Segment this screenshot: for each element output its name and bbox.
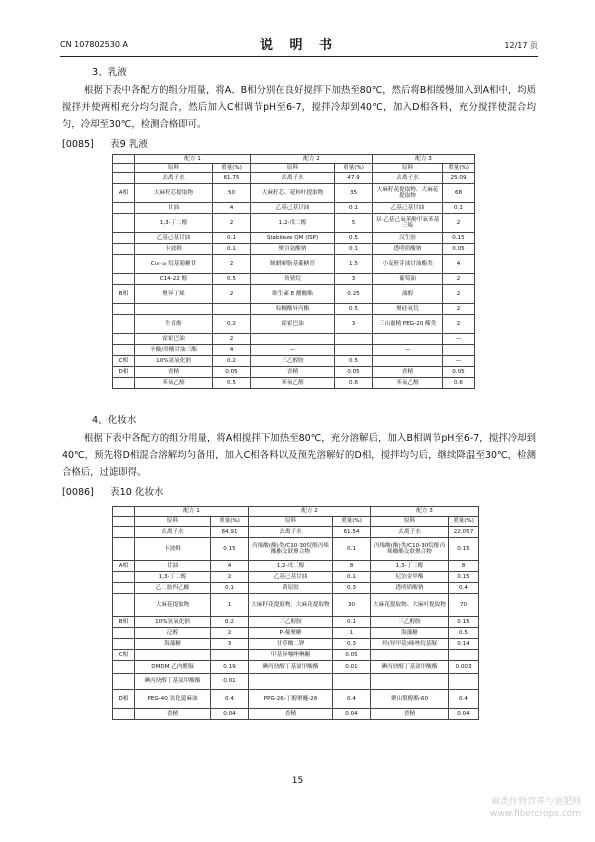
ingredient-cell: 角鲨烷 <box>251 274 335 285</box>
ingredient-cell: 大麻籽花提取物、大麻花提取物 <box>249 594 333 617</box>
weight-cell: 0.3 <box>333 639 371 650</box>
ingredient-cell <box>135 650 211 661</box>
ingredient-cell: 双-乙基己氧苯酚甲氧苯基三嗪 <box>373 214 443 233</box>
ingredient-cell: 香精 <box>135 709 211 720</box>
weight-cell: 5 <box>335 214 373 233</box>
table-row <box>113 173 475 184</box>
ingredient-cell: 透明质酸钠 <box>371 583 449 594</box>
page-number: 15 <box>291 776 304 786</box>
section-3-title: 3、乳液 <box>92 67 127 78</box>
table-title: 表10 化妆水 <box>110 487 164 498</box>
table-row <box>113 274 475 285</box>
phase-label <box>113 304 135 315</box>
ingredient-cell: 香精 <box>371 709 449 720</box>
weight-cell: 47.9 <box>335 173 373 184</box>
weight-cell: 0.2 <box>213 315 251 334</box>
ingredient-cell: 海藻糖 <box>371 628 449 639</box>
ingredient-cell: 香精 <box>249 709 333 720</box>
table-head-row <box>113 155 475 164</box>
table-row <box>113 233 475 244</box>
ingredient-cell: 苯氧乙醇 <box>251 378 335 389</box>
ingredient-cell <box>371 674 449 690</box>
ingredient-cell: 去离子水 <box>373 173 443 184</box>
ingredient-cell: 1,2-戊二醇 <box>251 214 335 233</box>
table-row <box>113 527 479 538</box>
table-row <box>113 538 479 561</box>
ingredient-cell: 三乙醇胺 <box>371 617 449 628</box>
phase-label: C相 <box>113 356 135 367</box>
ingredient-cell: 大麻花提取物 <box>135 594 211 617</box>
weight-cell: 0.5 <box>335 356 373 367</box>
weight-cell: 0.14 <box>449 639 479 650</box>
table-row <box>113 561 479 572</box>
ingredient-cell: 大麻籽芯提取物 <box>135 184 213 203</box>
weight-cell: 3 <box>335 274 373 285</box>
weight-cell: 8 <box>449 561 479 572</box>
weight-cell: 61.75 <box>213 173 251 184</box>
weight-cell: 0.5 <box>213 378 251 389</box>
phase-label <box>113 244 135 255</box>
phase-label: C相 <box>113 650 135 661</box>
ingredient-cell: 乙基己基甘油 <box>249 572 333 583</box>
ingredient-cell: 卡波姆 <box>135 538 211 561</box>
weight-cell: 8 <box>333 561 371 572</box>
weight-cell: 0.05 <box>335 367 373 378</box>
phase-label <box>113 378 135 389</box>
ingredient-cell: 甲基异噻唑啉酮 <box>249 650 333 661</box>
table-9-emulsion <box>112 154 475 389</box>
ingredient-cell: 碘丙炔醇丁基氨甲酸酯 <box>371 661 449 674</box>
ingredient-cell: 碘丙炔醇丁基氨甲酸酯 <box>249 661 333 674</box>
ingredient-cell: 丙烯酸(酯)类/C10-30烷醇丙烯酸酯交联聚合物 <box>249 538 333 561</box>
ingredient-cell: C₁₆₋₁₈ 烷基葡糖苷 <box>135 255 213 274</box>
weight-cell <box>333 674 371 690</box>
phase-label <box>113 255 135 274</box>
phase-header-cell <box>113 517 135 527</box>
phase-label: B相 <box>113 617 135 628</box>
section-4-title: 4、化妆水 <box>92 415 137 426</box>
formula-header: 配方 1 <box>135 507 249 517</box>
weight-cell: 0.3 <box>333 583 371 594</box>
table-row <box>113 628 479 639</box>
ingredient-column-header: 原料 <box>135 517 211 527</box>
ingredient-cell: 黄原胶 <box>249 583 333 594</box>
table-row <box>113 315 475 334</box>
ingredient-cell <box>371 650 449 661</box>
weight-column-header: 重量(%) <box>449 517 479 527</box>
table-row <box>113 255 475 274</box>
phase-label <box>113 583 135 594</box>
ingredient-cell: 乙基己基甘油 <box>251 203 335 214</box>
ingredient-cell: 生育酚 <box>135 315 213 334</box>
phase-label <box>113 628 135 639</box>
table-row <box>113 378 475 389</box>
weight-cell <box>211 650 249 661</box>
table-row <box>113 639 479 650</box>
weight-column-header: 重量(%) <box>443 164 475 173</box>
section-3-body: 根据下表中各配方的组分用量，将A、B相分别在良好搅拌下加热至80℃，然后将B相缓慢加入到A相中，均质搅拌并使两相充分均匀混合，然后加入C相调节pH至6-7，搅拌冷却到40℃，加入D相各料，充分搅拌使混合均匀，冷却至30℃，检测合格即可。 <box>62 85 536 130</box>
ingredient-cell: 乙二胺四乙酸 <box>135 583 211 594</box>
page-indicator: 12/17 页 <box>504 41 538 50</box>
phase-label <box>113 173 135 184</box>
ingredient-cell: 卡波姆 <box>135 244 213 255</box>
ingredient-cell: 1,2-戊二醇 <box>249 561 333 572</box>
ingredient-cell: 维生素 E 醋酸酯 <box>251 285 335 304</box>
weight-cell: 0.003 <box>449 661 479 674</box>
ingredient-cell: 辛酸/癸酸甘油三酯 <box>135 345 213 356</box>
ingredient-column-header: 原料 <box>135 164 213 173</box>
ingredient-cell: 泛醇 <box>135 628 211 639</box>
table-row <box>113 650 479 661</box>
ingredient-cell: PPG-26-丁醇聚醚-26 <box>249 690 333 709</box>
ingredient-cell: 霍霍巴油 <box>251 315 335 334</box>
weight-cell: 0.2 <box>213 356 251 367</box>
weight-cell: 61.54 <box>333 527 371 538</box>
table-row <box>113 356 475 367</box>
phase-label <box>113 345 135 356</box>
weight-cell: 2 <box>213 334 251 345</box>
weight-cell: 0.6 <box>443 378 475 389</box>
weight-cell: 2 <box>213 285 251 304</box>
weight-cell: 3 <box>335 315 373 334</box>
weight-cell: 50 <box>213 184 251 203</box>
table-row <box>113 184 475 203</box>
weight-cell: 35 <box>335 184 373 203</box>
formula-header: 配方 2 <box>249 507 371 517</box>
ingredient-column-header: 原料 <box>371 517 449 527</box>
phase-label: D相 <box>113 367 135 378</box>
ingredient-cell <box>373 334 443 345</box>
ingredient-cell: — <box>373 345 443 356</box>
weight-cell: 0.2 <box>211 617 249 628</box>
ingredient-cell: DMDM 乙内酰脲 <box>135 661 211 674</box>
ingredient-cell: 碘丙炔醇丁基氨甲酸酯 <box>135 674 211 690</box>
ingredient-cell: 聚山梨醇酯-60 <box>371 690 449 709</box>
weight-cell: 68 <box>443 184 475 203</box>
weight-cell: 0.4 <box>449 690 479 709</box>
weight-cell: 4 <box>211 561 249 572</box>
ingredient-cell: 三乙醇胺 <box>249 617 333 628</box>
weight-cell: 2 <box>443 214 475 233</box>
ingredient-cell: 去离子水 <box>371 527 449 538</box>
table-row <box>113 583 479 594</box>
ingredient-cell: 小麦胚芽油甘油酯类 <box>373 255 443 274</box>
table-row <box>113 203 475 214</box>
ingredient-cell <box>249 674 333 690</box>
ingredient-cell: 1,3-丁二醇 <box>135 214 213 233</box>
weight-cell: 0.5 <box>449 628 479 639</box>
ingredient-cell: 三乙醇胺 <box>251 356 335 367</box>
ingredient-cell: 鲸蜡硬脂基葡糖苷 <box>251 255 335 274</box>
weight-cell: 0.4 <box>333 690 371 709</box>
table-9-caption <box>62 136 148 150</box>
weight-cell: 1.5 <box>335 255 373 274</box>
weight-cell <box>449 650 479 661</box>
table-row <box>113 572 479 583</box>
table-row <box>113 617 479 628</box>
table-row <box>113 334 475 345</box>
watermark-url: www.fibercrops.com <box>490 809 581 819</box>
ingredient-cell: 海藻糖 <box>135 639 211 650</box>
table-row <box>113 285 475 304</box>
paragraph-number: [0085] <box>62 139 94 150</box>
table-row <box>113 214 475 233</box>
weight-cell: 4 <box>213 345 251 356</box>
ingredient-cell <box>135 304 213 315</box>
paragraph-number: [0086] <box>62 487 94 498</box>
ingredient-cell: 羟(羟甲基)咪唑烷基脲 <box>371 639 449 650</box>
ingredient-cell: 乙基己基甘油 <box>373 203 443 214</box>
weight-cell: 0.1 <box>333 617 371 628</box>
table-10-caption <box>62 484 164 498</box>
weight-cell: 0.1 <box>333 538 371 561</box>
ingredient-cell: 去离子水 <box>251 173 335 184</box>
weight-cell <box>443 345 475 356</box>
ingredient-cell: 香精 <box>373 367 443 378</box>
weight-cell: 0.04 <box>333 709 371 720</box>
formula-header: 配方 3 <box>373 155 475 164</box>
ingredient-cell: 1,3-丁二醇 <box>371 561 449 572</box>
ingredient-cell: 霍霍巴油 <box>135 334 213 345</box>
formula-header: 配方 2 <box>251 155 373 164</box>
table-title: 表9 乳液 <box>110 139 148 150</box>
ingredient-cell: 汉生胶 <box>373 233 443 244</box>
phase-label: B相 <box>113 285 135 304</box>
ingredient-cell: 透明质酸钠 <box>373 244 443 255</box>
ingredient-cell: 10%氢氧化钠 <box>135 356 213 367</box>
weight-cell <box>449 674 479 690</box>
table-row <box>113 690 479 709</box>
ingredient-column-header: 原料 <box>249 517 333 527</box>
ingredient-cell: 甘油 <box>135 203 213 214</box>
phase-label <box>113 203 135 214</box>
weight-cell: 0.19 <box>211 661 249 674</box>
phase-label <box>113 538 135 561</box>
ingredient-cell: 去离子水 <box>249 527 333 538</box>
ingredient-cell: Stabileze QM (ISP) <box>251 233 335 244</box>
ingredient-cell: 1,3-丁二醇 <box>135 572 211 583</box>
ingredient-cell: PEG-40 氢化蓖麻油 <box>135 690 211 709</box>
table-row <box>113 304 475 315</box>
ingredient-cell: 聚硅氧烷 <box>373 304 443 315</box>
ingredient-cell: 乙基己基甘油 <box>135 233 213 244</box>
weight-cell: 0.15 <box>449 538 479 561</box>
ingredient-cell: 去离子水 <box>135 527 211 538</box>
header-rule <box>60 56 538 57</box>
weight-cell <box>335 345 373 356</box>
phase-label <box>113 315 135 334</box>
weight-cell: 30 <box>333 594 371 617</box>
ingredient-cell: 尼泊金甲酯 <box>371 572 449 583</box>
formula-header: 配方 3 <box>371 507 479 517</box>
ingredient-cell: 去离子水 <box>135 173 213 184</box>
patent-number: CN 107802530 A <box>60 40 128 49</box>
weight-cell <box>335 334 373 345</box>
table-row <box>113 244 475 255</box>
weight-cell: 0.05 <box>333 650 371 661</box>
ingredient-cell: 苯氧乙醇 <box>373 378 443 389</box>
ingredient-cell: P-葡聚糖 <box>249 628 333 639</box>
watermark-site-name: 麻类作物营养与施肥网 <box>490 797 581 807</box>
weight-column-header: 重量(%) <box>213 164 251 173</box>
table-row <box>113 709 479 720</box>
weight-cell: 2 <box>443 274 475 285</box>
weight-cell: 84.91 <box>211 527 249 538</box>
ingredient-cell: 香精 <box>251 367 335 378</box>
table-10-toner <box>112 506 479 720</box>
phase-label <box>113 572 135 583</box>
phase-label <box>113 214 135 233</box>
formula-header: 配方 1 <box>135 155 251 164</box>
weight-cell: 0.05 <box>443 244 475 255</box>
ingredient-cell: 苯氧乙醇 <box>135 378 213 389</box>
ingredient-cell: 棕榈酸异丙酯 <box>251 304 335 315</box>
watermark <box>490 796 581 820</box>
weight-cell: 0.05 <box>213 367 251 378</box>
weight-cell: 2 <box>211 628 249 639</box>
table-subhead-row <box>113 517 479 527</box>
phase-header-cell <box>113 507 135 517</box>
page-header <box>60 34 538 52</box>
ingredient-cell: — <box>251 345 335 356</box>
phase-label: A相 <box>113 184 135 203</box>
weight-cell: — <box>443 356 475 367</box>
ingredient-cell: 大麻籽芯、花和叶提取物 <box>251 184 335 203</box>
ingredient-cell: 大麻花提取物、大麻叶提取物 <box>371 594 449 617</box>
ingredient-cell: 甘草酸二钾 <box>249 639 333 650</box>
weight-cell: 3 <box>211 639 249 650</box>
weight-cell: 22.057 <box>449 527 479 538</box>
phase-label: D相 <box>113 690 135 709</box>
ingredient-cell: 香精 <box>135 367 213 378</box>
weight-cell: 0.1 <box>335 244 373 255</box>
document-type: 说 明 书 <box>259 38 339 53</box>
ingredient-cell: 大麻籽花提取物、大麻花提取物 <box>373 184 443 203</box>
phase-label <box>113 594 135 617</box>
ingredient-cell <box>373 356 443 367</box>
table-row <box>113 594 479 617</box>
weight-cell: 0.5 <box>213 274 251 285</box>
phase-header-cell <box>113 164 135 173</box>
weight-cell: 4 <box>443 255 475 274</box>
weight-cell <box>213 304 251 315</box>
weight-cell: 0.15 <box>449 572 479 583</box>
weight-cell: 0.5 <box>335 304 373 315</box>
weight-cell: 2 <box>443 285 475 304</box>
weight-column-header: 重量(%) <box>333 517 371 527</box>
phase-label <box>113 661 135 674</box>
ingredient-column-header: 原料 <box>251 164 335 173</box>
phase-label <box>113 709 135 720</box>
weight-cell: 0.1 <box>335 203 373 214</box>
ingredient-cell: 葡萄油 <box>373 274 443 285</box>
weight-cell: 0.4 <box>211 690 249 709</box>
weight-cell: 0.01 <box>211 674 249 690</box>
weight-cell: 4 <box>213 203 251 214</box>
section-4-body: 根据下表中各配方的组分用量，将A相搅拌下加热至80℃，充分溶解后，加入B相调节pH至6-7，搅拌冷却到40℃，预先将D相混合溶解均匀备用，加入C相各料以及预先溶解好的D相，搅拌均匀后，继续降温至30℃，检测合格后，过滤即得。 <box>62 433 536 478</box>
weight-cell: 0.15 <box>443 233 475 244</box>
weight-cell: 0.1 <box>333 572 371 583</box>
weight-cell: 2 <box>211 572 249 583</box>
table-row <box>113 345 475 356</box>
ingredient-cell: C14-22 醇 <box>135 274 213 285</box>
weight-cell: 0.1 <box>443 203 475 214</box>
weight-cell: 0.04 <box>449 709 479 720</box>
phase-label <box>113 674 135 690</box>
weight-cell: 0.1 <box>213 244 251 255</box>
weight-column-header: 重量(%) <box>211 517 249 527</box>
table-row <box>113 661 479 674</box>
table-subhead-row <box>113 164 475 173</box>
weight-cell: 2 <box>443 304 475 315</box>
weight-cell: 0.01 <box>333 661 371 674</box>
table-row <box>113 367 475 378</box>
weight-cell: 0.1 <box>211 583 249 594</box>
ingredient-cell: 丙烯酸(酯)类/C10-30烷醇丙烯酸酯交联聚合物 <box>371 538 449 561</box>
weight-cell: 1 <box>211 594 249 617</box>
weight-cell: 1 <box>333 628 371 639</box>
weight-cell: 25.09 <box>443 173 475 184</box>
weight-cell: 0.15 <box>211 538 249 561</box>
weight-cell: 0.04 <box>211 709 249 720</box>
phase-label <box>113 233 135 244</box>
weight-cell: — <box>443 334 475 345</box>
ingredient-cell: 油醇 <box>373 285 443 304</box>
weight-cell: 0.15 <box>449 617 479 628</box>
phase-label <box>113 274 135 285</box>
ingredient-cell: 聚谷氨酸钠 <box>251 244 335 255</box>
ingredient-cell <box>251 334 335 345</box>
phase-label <box>113 527 135 538</box>
phase-header-cell <box>113 155 135 164</box>
weight-cell: 0.25 <box>335 285 373 304</box>
weight-cell: 0.4 <box>449 583 479 594</box>
weight-cell: 70 <box>449 594 479 617</box>
weight-cell: 0.05 <box>443 367 475 378</box>
weight-column-header: 重量(%) <box>335 164 373 173</box>
ingredient-column-header: 原料 <box>373 164 443 173</box>
weight-cell: 2 <box>443 315 475 334</box>
weight-cell: 0.1 <box>213 233 251 244</box>
weight-cell: 2 <box>213 214 251 233</box>
phase-label: A相 <box>113 561 135 572</box>
ingredient-cell: 10%氢氧化钠 <box>135 617 211 628</box>
phase-label <box>113 334 135 345</box>
phase-label <box>113 639 135 650</box>
weight-cell: 2 <box>213 255 251 274</box>
weight-cell: 0.5 <box>335 233 373 244</box>
table-head-row <box>113 507 479 517</box>
ingredient-cell: 三山嵛精 PEG-20 酯类 <box>373 315 443 334</box>
table-row <box>113 674 479 690</box>
ingredient-cell: 甘油 <box>135 561 211 572</box>
weight-cell: 0.6 <box>335 378 373 389</box>
ingredient-cell: 聚异丁烯 <box>135 285 213 304</box>
